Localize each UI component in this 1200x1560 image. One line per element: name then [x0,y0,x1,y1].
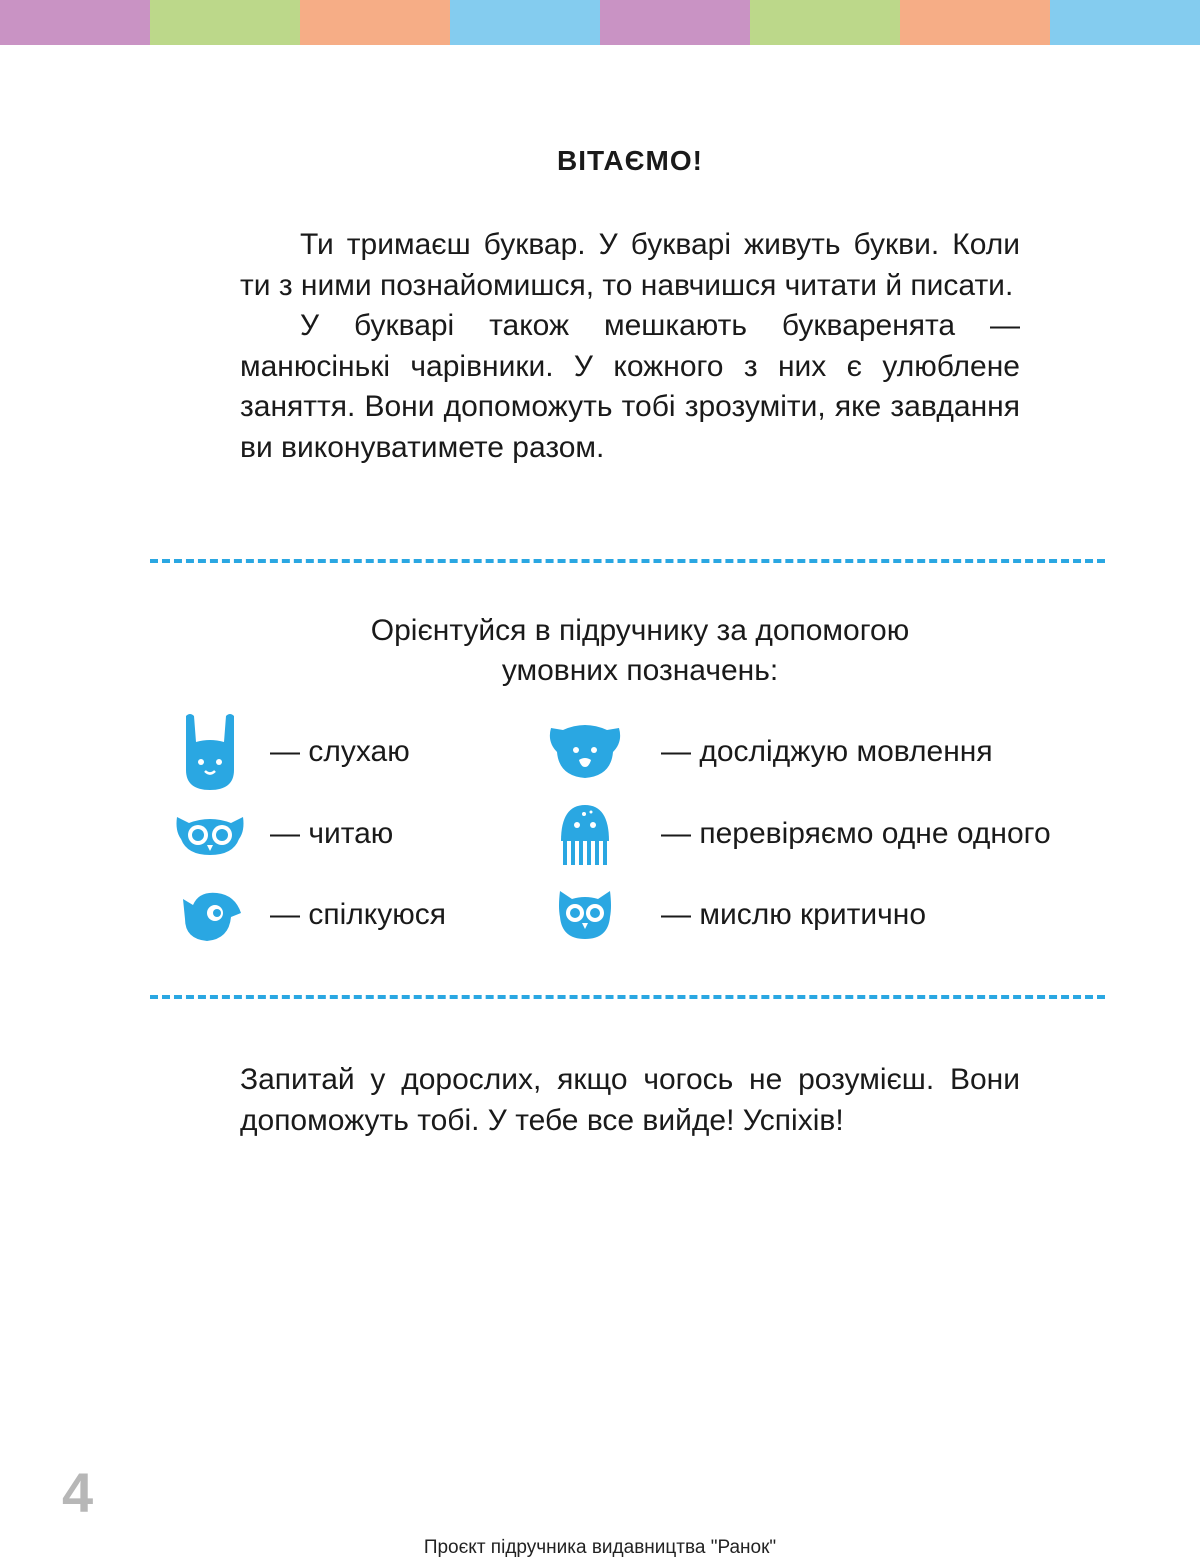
legend-label: — спілкуюся [270,898,446,931]
legend-label: — читаю [270,817,394,850]
dashed-divider [150,559,1105,563]
owl-icon [545,875,625,955]
dashed-divider [150,995,1105,999]
legend-label: — досліджую мовлення [661,735,993,768]
stripe-segment [300,0,450,45]
legend-label: — слухаю [270,735,410,768]
page-number: 4 [62,1461,94,1524]
stripe-segment [150,0,300,45]
intro-paragraph-2: У букварі також мешкають букваренята — манюсінькі чарівники. У кожного з них є улюблене заняття. Вони допоможуть тобі зрозуміти, яке завдання ви виконуватимете разом. [240,309,1020,464]
dog-icon [545,712,625,792]
page-title: ВІТАЄМО! [557,145,703,176]
legend-intro-line-2: умовних позначень: [501,654,779,687]
outro-text [240,1060,1020,1141]
bunny-icon [170,712,250,792]
stripe-segment [1050,0,1200,45]
legend-item-listen [170,722,410,782]
legend-intro-line-1: Орієнтуйся в підручнику за допомогою [370,614,910,647]
stripe-segment [0,0,150,45]
intro-paragraph-1: Ти тримаєш буквар. У букварі живуть букви. Коли ти з ними познайомишся, то навчишся читати й писати. [240,228,1020,302]
legend-item-research-speech [545,722,993,782]
stripe-segment [450,0,600,45]
legend-item-think-critically [545,885,926,945]
glasses-owl-icon [170,794,250,874]
jellyfish-icon [545,794,625,874]
legend-label: — мислю критично [661,898,927,931]
top-color-stripe [0,0,1200,45]
footer-note: Проєкт підручника видавництва "Ранок" [423,1537,777,1558]
legend-label: — перевіряємо одне одного [661,817,1051,850]
legend-item-communicate [170,885,446,945]
intro-text [240,225,1020,468]
legend-item-check-each-other [545,804,1051,864]
bird-icon [170,875,250,955]
stripe-segment [600,0,750,45]
stripe-segment [750,0,900,45]
legend-intro [280,611,1000,691]
legend-item-read [170,804,393,864]
stripe-segment [900,0,1050,45]
outro-paragraph: Запитай у дорослих, якщо чогось не розумієш. Вони допоможуть тобі. У тебе все вийде! Успіхів! [240,1063,1020,1137]
